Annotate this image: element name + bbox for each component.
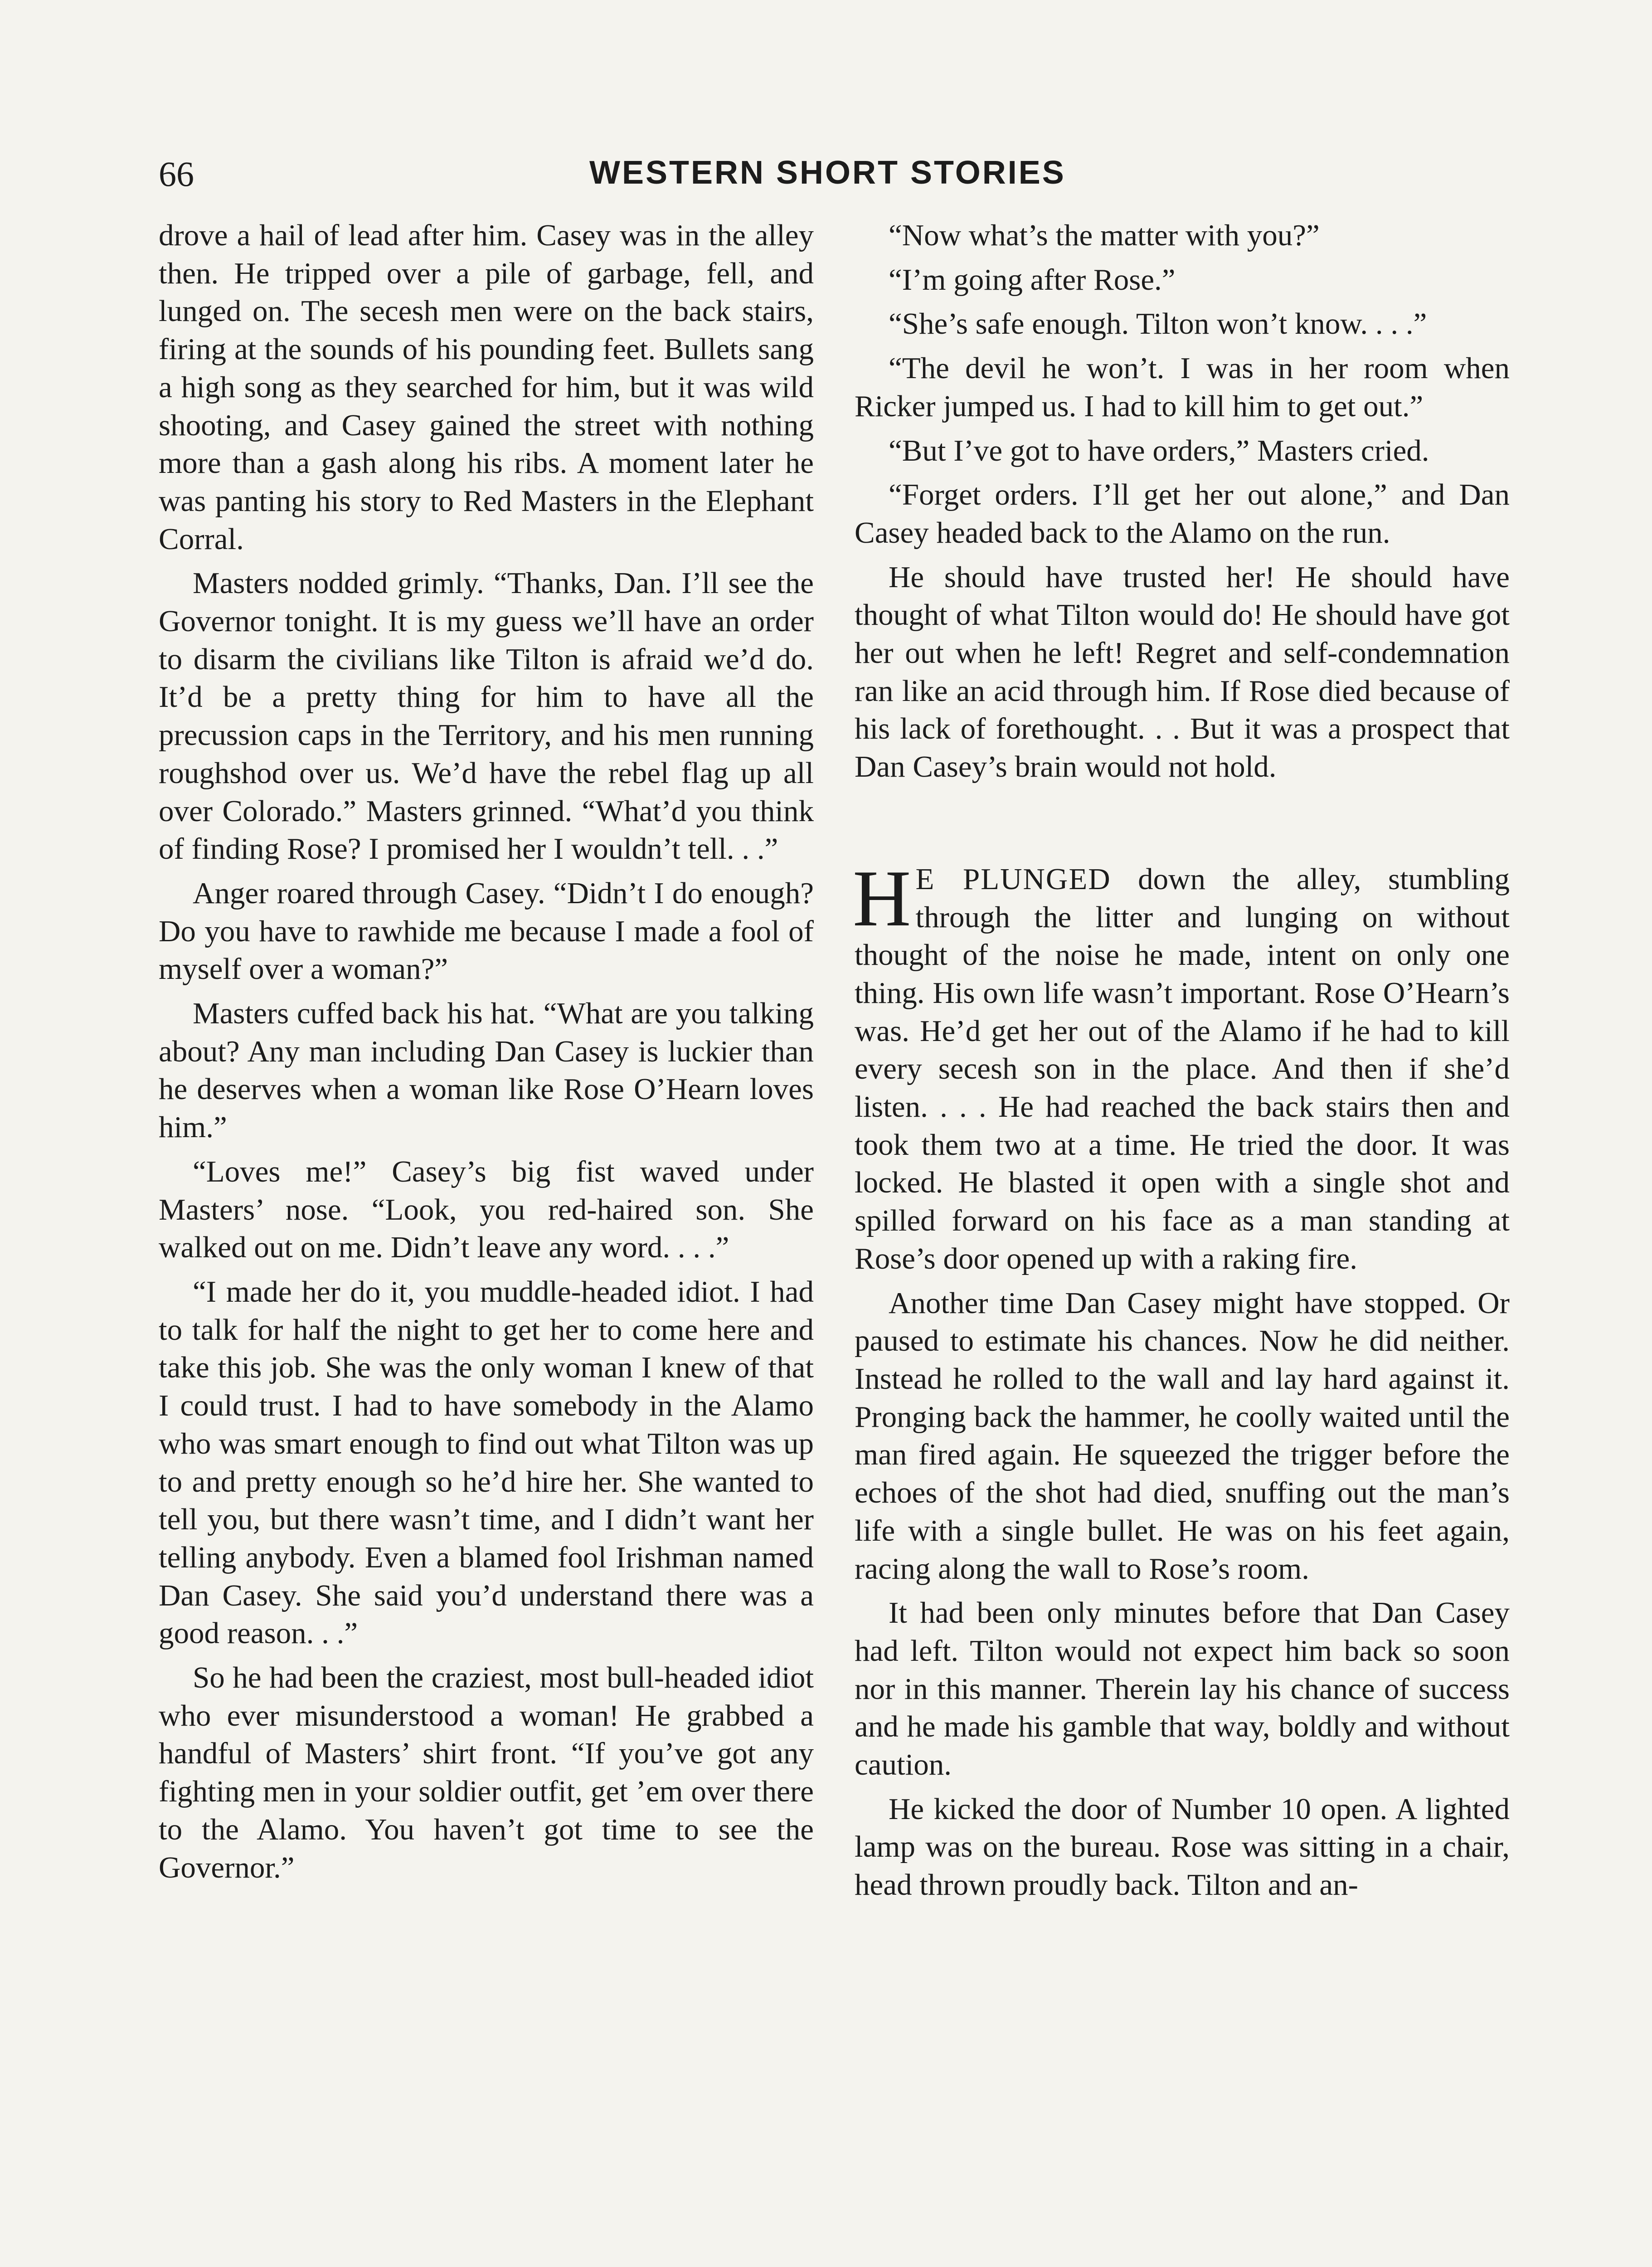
left-column	[159, 217, 814, 1893]
lead-in-caps: E PLUNGED	[915, 862, 1111, 896]
paragraph: It had been only minutes before that Dan Casey had left. Tilton would not expect him back so soon nor in this manner. Therein lay his chance of success and he made his gamble that way, boldly and without caution.	[855, 1596, 1510, 1782]
paragraph: “I made her do it, you muddle-headed idiot. I had to talk for half the night to get her to come here and take this job. She was the only woman I knew of that I could trust. I had to have somebody in the Alamo who was smart enough to find out what Tilton was up to and pretty enough so he’d hire her. She wanted to tell you, but there wasn’t time, and I didn’t want her telling anybody. Even a blamed fool Irishman named Dan Casey. She said you’d understand there was a good reason. . .”	[159, 1275, 814, 1650]
running-head: WESTERN SHORT STORIES	[589, 155, 1066, 191]
paragraph: He kicked the door of Number 10 open. A lighted lamp was on the bureau. Rose was sitting in a chair, head thrown proudly back. Tilton and an-	[855, 1792, 1510, 1902]
right-column	[855, 217, 1510, 1911]
paragraph: drove a hail of lead after him. Casey was in the alley then. He tripped over a pile of garbage, fell, and lunged on. The secesh men were on the back stairs, firing at the sounds of his pounding feet. Bullets sang a high song as they searched for him, but it was wild shooting, and Casey gained the street with nothing more than a gash along his ribs. A moment later he was panting his story to Red Masters in the Elephant Corral.	[159, 219, 814, 556]
paragraph: Anger roared through Casey. “Didn’t I do enough? Do you have to rawhide me because I made a fool of myself over a woman?”	[159, 876, 814, 986]
paragraph: Masters cuffed back his hat. “What are you talking about? Any man including Dan Casey is luckier than he deserves when a woman like Rose O’Hearn loves him.”	[159, 997, 814, 1144]
section-break	[855, 793, 1510, 861]
paragraph: Another time Dan Casey might have stopped. Or paused to estimate his chances. Now he did neither. Instead he rolled to the wall and lay hard against it. Pronging back the hammer, he coolly waited until the man fired again. He squeezed the trigger before the echoes of the shot had died, snuffing out the man’s life with a single bullet. He was on his feet again, racing along the wall to Rose’s room.	[855, 1286, 1510, 1586]
drop-cap: H	[853, 853, 911, 943]
section-opening-paragraph	[853, 853, 1510, 1278]
paragraph: “But I’ve got to have orders,” Masters cried.	[889, 433, 1429, 467]
paragraph: He should have trusted her! He should have thought of what Tilton would do! He should have got her out when he left! Regret and self-condemnation ran like an acid through him. If Rose died because of his lack of forethought. . . But it was a prospect that Dan Casey’s brain would not hold.	[855, 560, 1510, 784]
paragraph: “I’m going after Rose.”	[889, 263, 1176, 297]
paragraph-text: down the alley, stumbling through the litter and lunging on without thought of the noise he made, intent on only one thing. His own life wasn’t important. Rose O’Hearn’s was. He’d get her out of the Alamo if he had to kill every secesh son in the place. And then if she’d listen. . . . He had reached the back stairs then and took them two at a time. He tried the door. It was locked. He blasted it open with a single shot and spilled forward on his face as a man standing at Rose’s door opened up with a raking fire.	[855, 862, 1510, 1275]
page-number: 66	[159, 154, 194, 194]
paragraph: “She’s safe enough. Tilton won’t know. . . .”	[889, 307, 1427, 341]
paragraph: Masters nodded grimly. “Thanks, Dan. I’ll see the Governor tonight. It is my guess we’ll have an order to disarm the civilians like Tilton is afraid we’d do. It’d be a pretty thing for him to have all the precussion caps in the Territory, and his men running roughshod over us. We’d have the rebel flag up all over Colorado.” Masters grinned. “What’d you think of finding Rose? I promised her I wouldn’t tell. . .”	[159, 566, 814, 866]
paragraph: “The devil he won’t. I was in her room when Ricker jumped us. I had to kill him to get out.”	[855, 351, 1510, 423]
paragraph: “Loves me!” Casey’s big fist waved under Masters’ nose. “Look, you red-haired son. She walked out on me. Didn’t leave any word. . . .”	[159, 1154, 814, 1265]
paragraph: “Now what’s the matter with you?”	[889, 219, 1320, 252]
paragraph: “Forget orders. I’ll get her out alone,” and Dan Casey headed back to the Alamo on the run.	[855, 478, 1510, 550]
paragraph: So he had been the craziest, most bull-headed idiot who ever misunderstood a woman! He grabbed a handful of Masters’ shirt front. “If you’ve got any fighting men in your soldier outfit, get ’em over there to the Alamo. You haven’t got time to see the Governor.”	[159, 1661, 814, 1884]
